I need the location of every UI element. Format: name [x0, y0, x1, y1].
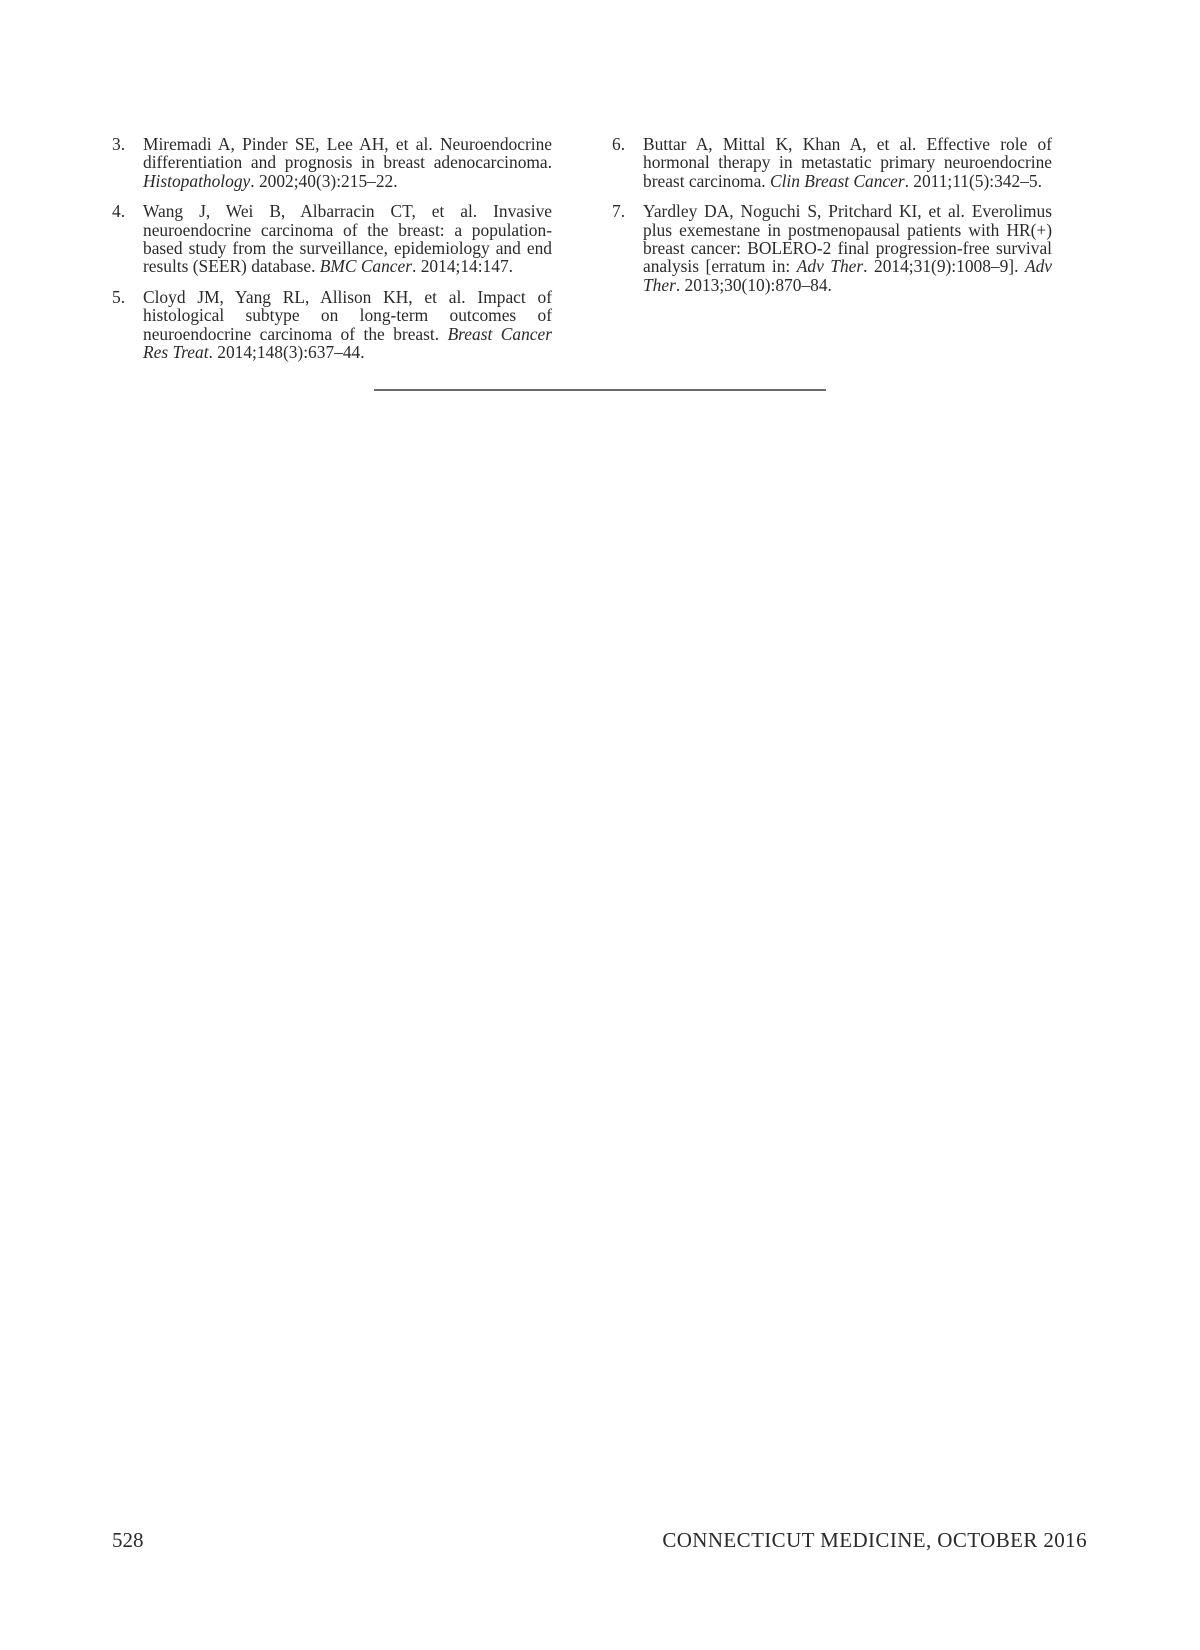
reference-citation: . 2011;11(5):342–5.	[904, 170, 1042, 191]
reference-text: Wang J, Wei B, Albarracin CT, et al. Invasive neuroendocrine carcinoma of the breast: a population-based study from the surveillance, epidemiology and end results (SEER) database.	[143, 201, 552, 277]
reference-item	[112, 135, 552, 190]
reference-item	[612, 135, 1052, 190]
references-right-column	[612, 135, 1052, 306]
reference-citation: . 2014;14:147.	[412, 256, 513, 277]
reference-text: Buttar A, Mittal K, Khan A, et al. Effective role of hormonal therapy in metastatic primary neuroendocrine breast carcinoma.	[643, 134, 1052, 191]
reference-number: 4.	[112, 201, 126, 222]
reference-text: Yardley DA, Noguchi S, Pritchard KI, et al. Everolimus plus exemestane in postmenopausal patients with HR(+) breast cancer: BOLERO-2 final progression-free survival analysis [erratum in:	[643, 201, 1052, 277]
reference-item	[112, 202, 552, 276]
reference-citation: . 2013;30(10):870–84.	[675, 274, 832, 295]
journal-title: Adv Ther	[643, 256, 1052, 295]
running-footer: CONNECTICUT MEDICINE, OCTOBER 2016	[662, 1528, 1087, 1552]
journal-title: Breast Cancer Res Treat	[143, 323, 552, 363]
page-number: 528	[112, 1528, 144, 1552]
reference-citation: . 2014;31(9):1008–9].	[863, 256, 1025, 277]
journal-title: Clin Breast Cancer	[769, 170, 905, 191]
journal-title: Histopathology	[143, 170, 251, 191]
reference-number: 3.	[112, 134, 126, 154]
reference-citation: . 2014;148(3):637–44.	[208, 342, 365, 363]
section-end-rule	[374, 389, 826, 391]
reference-text: Miremadi A, Pinder SE, Lee AH, et al. Neuroendocrine differentiation and prognosis in breast adenocarcinoma.	[143, 134, 552, 173]
references-left-column	[112, 135, 552, 373]
journal-title: Adv Ther	[796, 256, 864, 277]
reference-number: 6.	[612, 134, 626, 154]
reference-item	[612, 202, 1052, 294]
reference-item	[112, 288, 552, 362]
reference-text: Cloyd JM, Yang RL, Allison KH, et al. Impact of histological subtype on long-term outcomes of neuroendocrine carcinoma of the breast.	[143, 286, 552, 344]
reference-citation: . 2002;40(3):215–22.	[250, 170, 398, 191]
reference-number: 5.	[112, 286, 126, 307]
journal-title: BMC Cancer	[319, 256, 413, 277]
reference-number: 7.	[612, 201, 626, 222]
